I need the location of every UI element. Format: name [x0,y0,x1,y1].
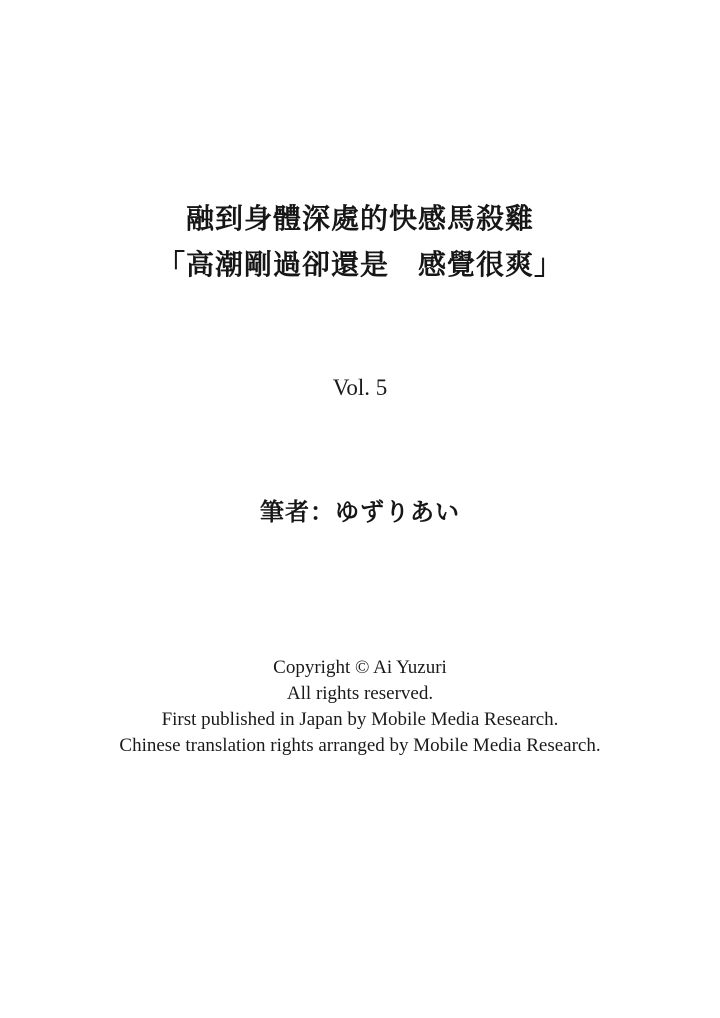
copyright-block [0,655,720,759]
volume-label: Vol. 5 [332,375,388,400]
title-block [0,196,720,288]
copyright-line-3: First published in Japan by Mobile Media Research. [161,709,559,730]
copyright-line-2: All rights reserved. [286,683,434,704]
copyright-line-4: Chinese translation rights arranged by Mobile Media Research. [119,735,601,756]
author-credit: 筆者：ゆずりあい [260,498,460,526]
title-line-1: 融到身體深處的快感馬殺雞 [185,202,534,235]
copyright-line-1: Copyright © Ai Yuzuri [273,657,447,678]
title-line-2: 「高潮剛過卻還是 感覺很爽」 [156,248,563,281]
